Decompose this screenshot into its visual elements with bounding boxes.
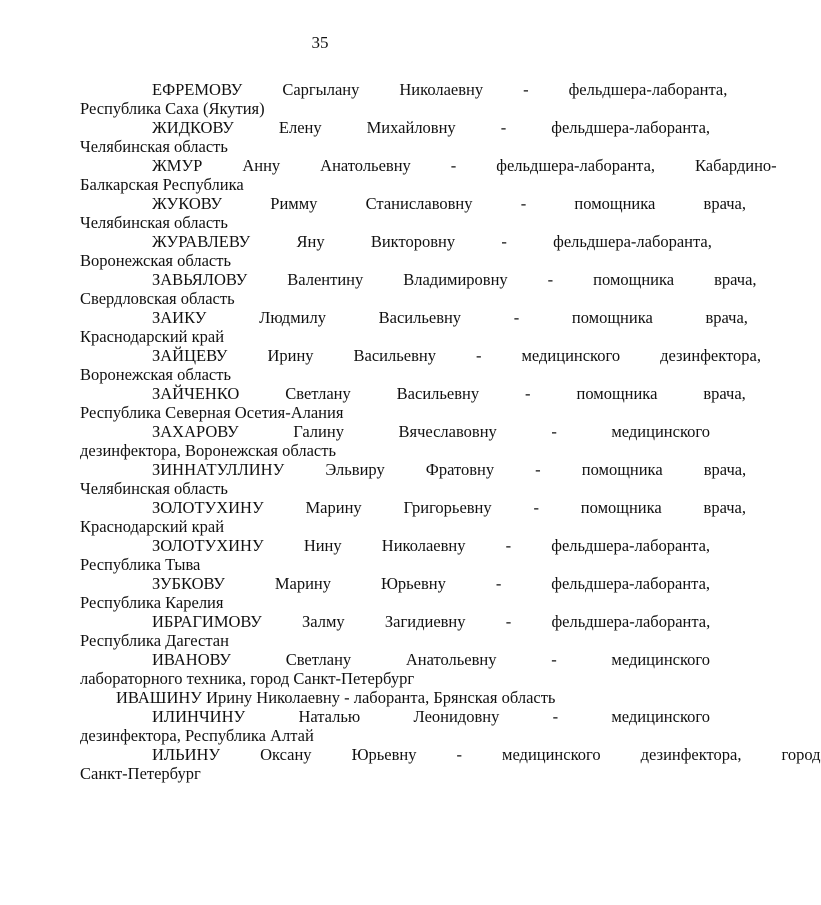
entry-text: ЖМУР Анну Анатольевну - фельдшера-лаборанта, Кабардино- bbox=[152, 156, 777, 175]
entry-text: ЗИННАТУЛЛИНУ Эльвиру Фратовну - помощника врача, bbox=[152, 460, 747, 479]
entry-continuation: лабораторного техника, город Санкт-Петербург bbox=[80, 669, 415, 688]
entry-continuation: Санкт-Петербург bbox=[80, 764, 201, 783]
document-body bbox=[80, 80, 821, 783]
entry-text: ЖУКОВУ Римму Станиславовну - помощника врача, bbox=[152, 194, 746, 213]
list-item bbox=[80, 688, 566, 707]
entry-continuation: Челябинская область bbox=[80, 479, 228, 498]
entry-continuation: Краснодарский край bbox=[80, 327, 225, 346]
entry-continuation: Свердловская область bbox=[80, 289, 235, 308]
list-item bbox=[80, 384, 746, 422]
entry-text: ЗОЛОТУХИНУ Марину Григорьевну - помощника врача, bbox=[152, 498, 746, 517]
page-number: 35 bbox=[311, 33, 329, 52]
entry-continuation: Воронежская область bbox=[80, 365, 231, 384]
entry-text: ЗАИКУ Людмилу Васильевну - помощника врача, bbox=[152, 308, 748, 327]
entry-text: ЗАХАРОВУ Галину Вячеславовну - медицинского bbox=[152, 422, 710, 441]
entry-text: ИЛЬИНУ Оксану Юрьевну - медицинского дезинфектора, город bbox=[152, 745, 821, 764]
list-item bbox=[80, 650, 711, 688]
entry-continuation: дезинфектора, Воронежская область bbox=[80, 441, 336, 460]
list-item bbox=[80, 707, 710, 745]
entry-continuation: Челябинская область bbox=[80, 137, 228, 156]
entry-text: ИВАШИНУ Ирину Николаевну - лаборанта, Брянская область bbox=[116, 688, 556, 707]
entry-text: ЗУБКОВУ Марину Юрьевну - фельдшера-лаборанта, bbox=[152, 574, 711, 593]
entry-text: ЕФРЕМОВУ Саргылану Николаевну - фельдшера-лаборанта, bbox=[152, 80, 728, 99]
list-item bbox=[80, 612, 711, 650]
entry-text: ИВАНОВУ Светлану Анатольевну - медицинского bbox=[152, 650, 711, 669]
entry-continuation: Челябинская область bbox=[80, 213, 228, 232]
entry-continuation: Воронежская область bbox=[80, 251, 231, 270]
list-item bbox=[80, 308, 748, 346]
list-item bbox=[80, 460, 747, 498]
entry-continuation: Республика Северная Осетия-Алания bbox=[80, 403, 344, 422]
entry-text: ИЛИНЧИНУ Наталью Леонидовну - медицинского bbox=[152, 707, 710, 726]
list-item bbox=[80, 156, 777, 194]
list-item bbox=[80, 270, 757, 308]
entry-continuation: дезинфектора, Республика Алтай bbox=[80, 726, 314, 745]
list-item bbox=[80, 574, 711, 612]
entry-continuation: Республика Саха (Якутия) bbox=[80, 99, 265, 118]
list-item bbox=[80, 745, 821, 783]
entry-text: ИБРАГИМОВУ Залму Загидиевну - фельдшера-лаборанта, bbox=[152, 612, 711, 631]
entry-text: ЗАЙЦЕВУ Ирину Васильевну - медицинского дезинфектора, bbox=[152, 346, 761, 365]
entry-text: ЗАЙЧЕНКО Светлану Васильевну - помощника врача, bbox=[152, 384, 746, 403]
list-item bbox=[80, 346, 761, 384]
list-item bbox=[80, 498, 746, 536]
list-item bbox=[80, 536, 711, 574]
entry-text: ЗОЛОТУХИНУ Нину Николаевну - фельдшера-лаборанта, bbox=[152, 536, 711, 555]
entry-continuation: Республика Карелия bbox=[80, 593, 224, 612]
list-item bbox=[80, 118, 711, 156]
entry-text: ЖУРАВЛЕВУ Яну Викторовну - фельдшера-лаборанта, bbox=[152, 232, 712, 251]
entry-continuation: Балкарская Республика bbox=[80, 175, 244, 194]
list-item bbox=[80, 194, 746, 232]
list-item bbox=[80, 232, 712, 270]
entry-continuation: Республика Тыва bbox=[80, 555, 201, 574]
entry-continuation: Краснодарский край bbox=[80, 517, 225, 536]
entry-text: ЖИДКОВУ Елену Михайловну - фельдшера-лаборанта, bbox=[152, 118, 711, 137]
entry-text: ЗАВЬЯЛОВУ Валентину Владимировну - помощника врача, bbox=[152, 270, 757, 289]
list-item bbox=[80, 422, 710, 460]
list-item bbox=[80, 80, 728, 118]
entry-continuation: Республика Дагестан bbox=[80, 631, 229, 650]
